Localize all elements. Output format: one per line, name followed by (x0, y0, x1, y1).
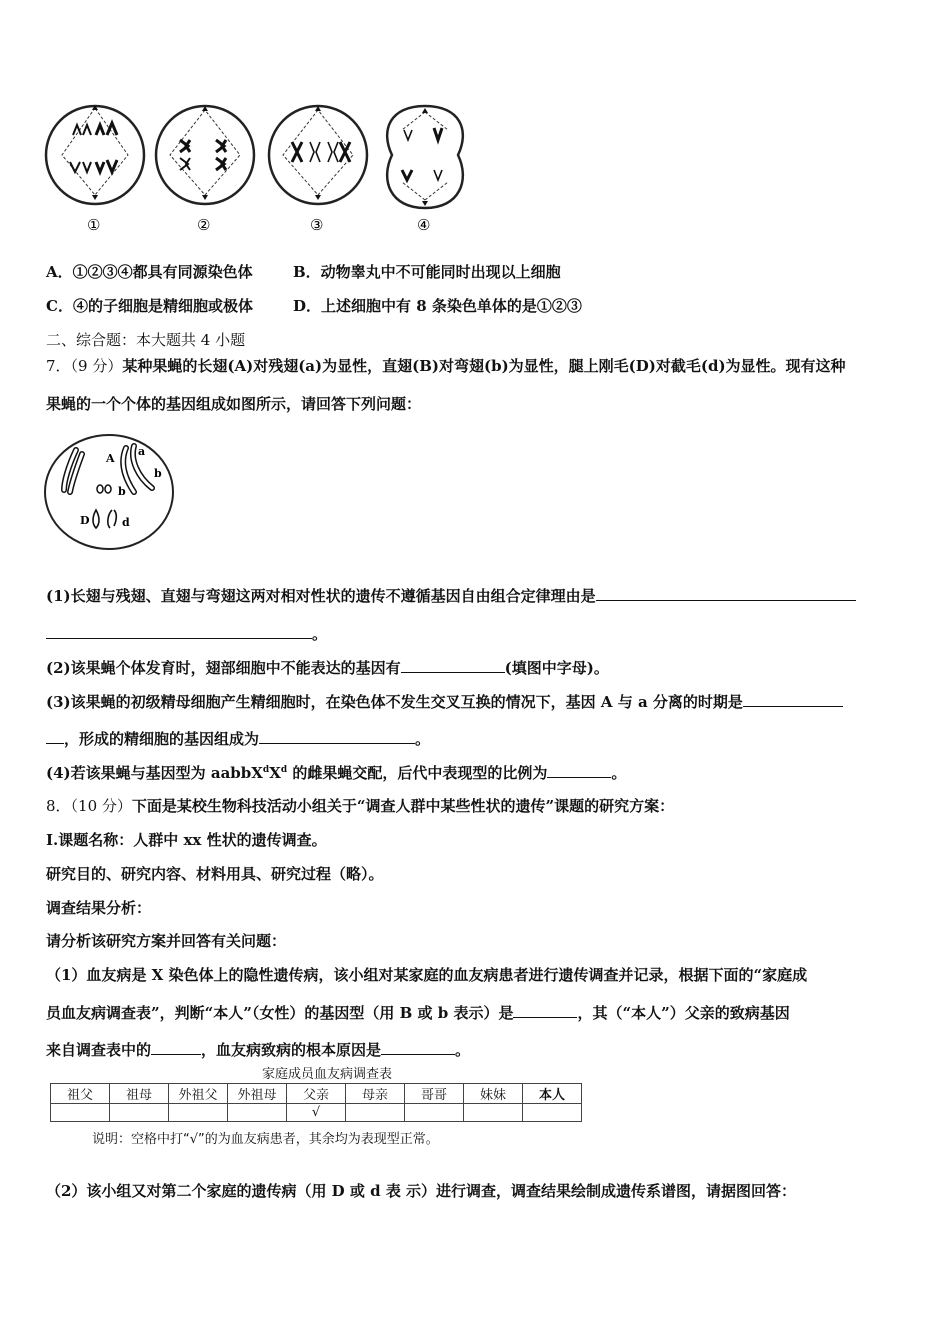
q8-sub1-blank-a[interactable] (513, 1001, 577, 1018)
cell-label-2: ② (197, 216, 211, 234)
table-mark-cell (405, 1104, 464, 1122)
q7-sub4-end: 。 (611, 764, 627, 782)
q8-number: 8． (46, 797, 71, 815)
q7-sub4-pre: (4)若该果蝇与基因型为 aabbX (46, 764, 263, 782)
gene-label-b-left: b (118, 485, 126, 498)
q8-sub1-line1: （1）血友病是 X 染色体上的隐性遗传病，该小组对某家庭的血友病患者进行遗传调查并记录，根据下面的“家庭成 (46, 966, 808, 984)
survey-table-title: 家庭成员血友病调查表 (262, 1067, 393, 1082)
cell-3-diagram (269, 106, 367, 204)
q7-sub1 (46, 584, 856, 606)
cell-label-3: ③ (310, 216, 324, 234)
table-header-cell: 本人 (523, 1084, 582, 1104)
table-mark-cell: √ (287, 1104, 346, 1122)
survey-table-note: 说明：空格中打“√”的为血友病患者，其余均为表现型正常。 (92, 1132, 439, 1147)
q8-sub1-line3 (46, 1038, 470, 1060)
q7-sub1-blank-a[interactable] (596, 584, 856, 601)
q8-instruction: 请分析该研究方案并回答有关问题： (46, 932, 287, 950)
q7-sub1-blank-b[interactable] (46, 622, 312, 639)
q8-sub1-line3c: 。 (455, 1041, 471, 1059)
q7-sub3-blank-a[interactable] (743, 690, 843, 707)
survey-table-header-row (51, 1084, 582, 1104)
q7-sub4-x: X (269, 764, 281, 782)
q6-option-a: A．①②③④都具有同源染色体 (46, 263, 253, 281)
q8-sub1-blank-b[interactable] (151, 1038, 201, 1055)
fruit-fly-genotype-svg (42, 432, 182, 552)
q7-number: 7． (46, 357, 71, 375)
q7-sub2-text: (2)该果蝇个体发育时，翅部细胞中不能表达的基因有 (46, 659, 401, 677)
gene-label-D: D (80, 514, 90, 527)
q8-sub1-line2b: ，其（“本人”）父亲的致病基因 (577, 1004, 790, 1022)
q7-sub4-blank[interactable] (547, 761, 611, 778)
q8-sub2: （2）该小组又对第二个家庭的遗传病（用 D 或 d 表 示）进行调查，调查结果绘制成遗传系谱图，请据图回答： (46, 1182, 797, 1200)
q7-sub1-cont (46, 622, 327, 644)
q8-analysis: 调查结果分析： (46, 899, 152, 917)
q7-sub3-cont (46, 727, 430, 749)
survey-table-mark-row (51, 1104, 582, 1122)
q7-stem: 某种果蝇的长翅(A)对残翅(a)为显性，直翅(B)对弯翅(b)为显性，腿上刚毛(D)对截毛(d)为显性。现有这种 (122, 357, 846, 375)
q6-option-c: C．④的子细胞是精细胞或极体 (46, 297, 253, 315)
table-mark-cell (228, 1104, 287, 1122)
table-mark-cell (51, 1104, 110, 1122)
survey-table (50, 1083, 582, 1122)
q7-sub3-text: (3)该果蝇的初级精母细胞产生精细胞时，在染色体不发生交叉互换的情况下，基因 A 与 a 分离的时期是 (46, 693, 743, 711)
fruit-fly-genotype-figure (42, 432, 182, 552)
q8-sub1-line2 (46, 1001, 790, 1023)
q6-option-d: D．上述细胞中有 8 条染色单体的是①②③ (293, 297, 582, 315)
gene-label-d: d (122, 516, 130, 529)
table-mark-cell (110, 1104, 169, 1122)
table-mark-cell (346, 1104, 405, 1122)
q8-sub1-line3b: ，血友病致病的根本原因是 (201, 1041, 382, 1059)
q7-sub3-blank-b[interactable] (259, 727, 415, 744)
cell-2-diagram (156, 106, 254, 204)
table-header-cell: 父亲 (287, 1084, 346, 1104)
q8-stem-line (46, 795, 674, 816)
q8-sub1-line2a: 员血友病调查表”，判断“本人”（女性）的基因型（用 B 或 b 表示）是 (46, 1004, 514, 1022)
table-header-cell: 外祖母 (228, 1084, 287, 1104)
table-header-cell: 祖父 (51, 1084, 110, 1104)
table-header-cell: 哥哥 (405, 1084, 464, 1104)
table-header-cell: 妹妹 (464, 1084, 523, 1104)
q6-option-b: B．动物睾丸中不可能同时出现以上细胞 (293, 263, 561, 281)
q8-purpose: 研究目的、研究内容、材料用具、研究过程（略）。 (46, 865, 384, 883)
cell-diagrams-svg (40, 100, 470, 240)
q7-sub2-end: (填图中字母)。 (504, 659, 609, 677)
q8-score: （10 分） (70, 797, 132, 815)
q8-stem: 下面是某校生物科技活动小组关于“调查人群中某些性状的遗传”课题的研究方案： (131, 797, 675, 815)
table-header-cell: 祖母 (110, 1084, 169, 1104)
q8-sub1-blank-c[interactable] (381, 1038, 455, 1055)
q7-sub4-sup1: d (262, 765, 270, 775)
table-mark-cell (523, 1104, 582, 1122)
q8-topic: I.课题名称：人群中 xx 性状的遗传调查。 (46, 831, 327, 849)
gene-label-a: a (138, 445, 146, 458)
table-mark-cell (464, 1104, 523, 1122)
cell-label-4: ④ (417, 216, 431, 234)
cell-label-1: ① (87, 216, 101, 234)
q7-sub3-end: 。 (415, 730, 431, 748)
q7-sub3-blank-a2[interactable] (46, 727, 64, 744)
table-header-cell: 外祖父 (169, 1084, 228, 1104)
cell-4-diagram (387, 106, 463, 208)
table-header-cell: 母亲 (346, 1084, 405, 1104)
q7-sub1-end: 。 (312, 625, 328, 643)
q7-sub4-sup2: d (280, 765, 288, 775)
q7-score: （9 分） (70, 357, 123, 375)
table-mark-cell (169, 1104, 228, 1122)
cell-division-figure (40, 100, 470, 240)
q7-sub1-text: (1)长翅与残翅、直翅与弯翅这两对相对性状的遗传不遵循基因自由组合定律理由是 (46, 587, 596, 605)
cell-1-diagram (46, 105, 144, 204)
gene-label-A: A (106, 452, 115, 465)
q7-sub4-post: 的雌果蝇交配，后代中表现型的比例为 (287, 764, 548, 782)
q7-sub4 (46, 761, 626, 783)
q7-stem-line1 (46, 355, 846, 376)
q7-sub2 (46, 656, 609, 678)
q7-sub3 (46, 690, 843, 712)
q7-sub3-cont-text: ，形成的精细胞的基因组成为 (64, 730, 260, 748)
q7-sub2-blank[interactable] (401, 656, 505, 673)
section-title: 二、综合题：本大题共 4 小题 (46, 331, 246, 349)
q8-sub1-line3a: 来自调查表中的 (46, 1041, 152, 1059)
q7-stem-line2: 果蝇的一个个体的基因组成如图所示，请回答下列问题： (46, 395, 422, 413)
gene-label-b-right: b (154, 467, 162, 480)
